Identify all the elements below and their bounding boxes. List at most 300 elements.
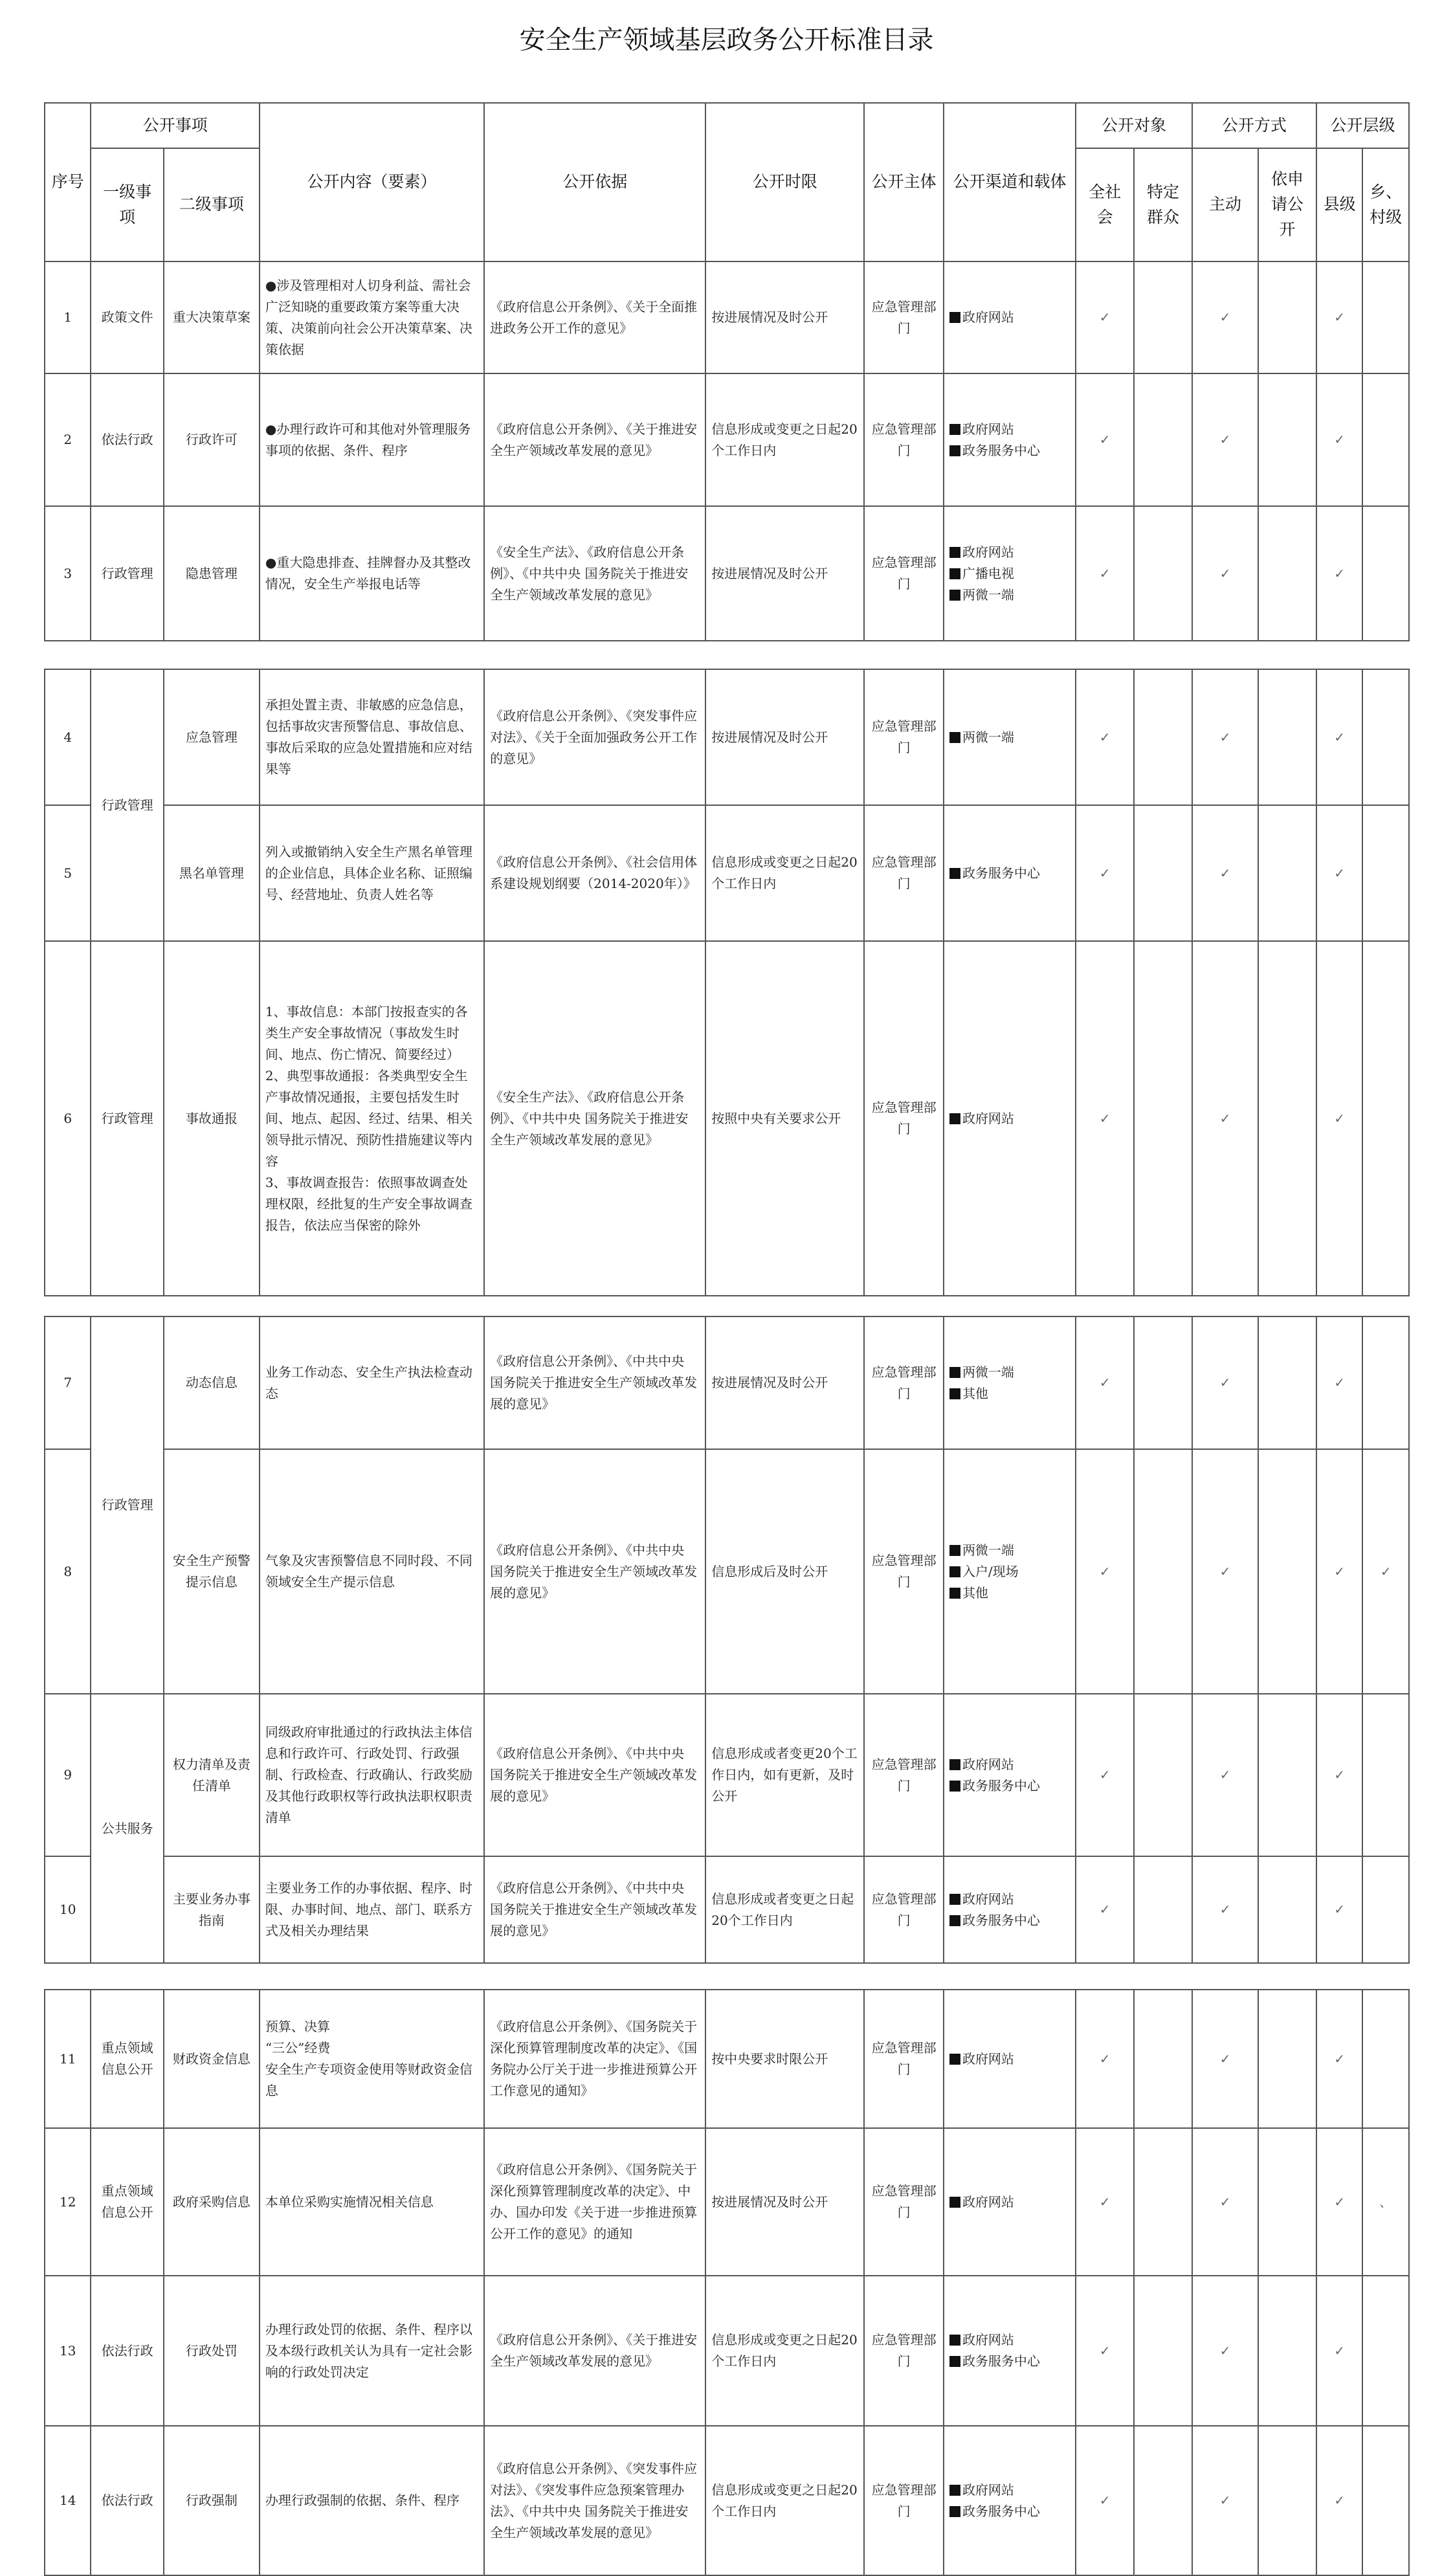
all-society-mark: ✓ (1076, 2128, 1134, 2276)
channel-cell (944, 669, 1076, 805)
on-request-mark (1258, 1316, 1316, 1449)
subject-cell: 应急管理部门 (864, 805, 944, 941)
black-square-icon (949, 312, 960, 323)
channel-label: 其他 (962, 1584, 988, 1601)
all-society-mark: ✓ (1076, 1856, 1134, 1963)
channel-item (949, 1362, 1070, 1383)
table-row (45, 1694, 1409, 1856)
table-row (45, 1449, 1409, 1694)
basis-cell: 《政府信息公开条例》、《中共中央 国务院关于推进安全生产领域改革发展的意见》 (484, 1316, 705, 1449)
township-mark (1362, 941, 1409, 1296)
basis-cell: 《政府信息公开条例》、《中共中央 国务院关于推进安全生产领域改革发展的意见》 (484, 1694, 705, 1856)
channel-item (949, 2501, 1070, 2522)
county-mark: ✓ (1316, 373, 1362, 506)
specific-group-mark (1134, 669, 1192, 805)
table-row (45, 1316, 1409, 1449)
level2-item: 财政资金信息 (164, 1990, 260, 2128)
township-mark (1362, 261, 1409, 373)
channel-label: 政府网站 (962, 1891, 1014, 1907)
channel-cell (944, 1449, 1076, 1694)
black-square-icon (949, 1545, 960, 1556)
level2-item: 重大决策草案 (164, 261, 260, 373)
all-society-mark: ✓ (1076, 1449, 1134, 1694)
level2-item: 行政强制 (164, 2426, 260, 2575)
subject-cell: 应急管理部门 (864, 2276, 944, 2426)
all-society-mark: ✓ (1076, 2276, 1134, 2426)
subject-cell: 应急管理部门 (864, 669, 944, 805)
catalog-table-3 (44, 1316, 1410, 1964)
level2-item: 应急管理 (164, 669, 260, 805)
township-mark (1362, 2426, 1409, 2575)
on-request-mark (1258, 669, 1316, 805)
basis-cell: 《政府信息公开条例》、《突发事件应对法》、《突发事件应急预案管理办法》、《中共中央 国务院关于推进安全生产领域改革发展的意见》 (484, 2426, 705, 2575)
level1-item: 公共服务 (91, 1694, 163, 1963)
catalog-table-2 (44, 669, 1410, 1296)
county-mark: ✓ (1316, 2276, 1362, 2426)
level2-item: 主要业务办事指南 (164, 1856, 260, 1963)
on-request-mark (1258, 373, 1316, 506)
row-number: 8 (45, 1449, 91, 1694)
level2-item: 权力清单及责任清单 (164, 1694, 260, 1856)
on-request-mark (1258, 261, 1316, 373)
basis-cell: 《安全生产法》、《政府信息公开条例》、《中共中央 国务院关于推进安全生产领域改革发展的意见》 (484, 941, 705, 1296)
channel-label: 政府网站 (962, 544, 1014, 560)
active-mark: ✓ (1192, 506, 1258, 641)
subject-cell: 应急管理部门 (864, 1316, 944, 1449)
table-row (45, 261, 1409, 373)
channel-item (949, 1910, 1070, 1931)
level1-item: 行政管理 (91, 941, 163, 1296)
county-mark: ✓ (1316, 669, 1362, 805)
active-mark: ✓ (1192, 1316, 1258, 1449)
specific-group-mark (1134, 1990, 1192, 2128)
level1-item: 依法行政 (91, 2276, 163, 2426)
table-row (45, 1856, 1409, 1963)
table-row (45, 669, 1409, 805)
level1-item: 行政管理 (91, 1316, 163, 1694)
time-cell: 按进展情况及时公开 (705, 261, 864, 373)
row-number: 6 (45, 941, 91, 1296)
channel-label: 其他 (962, 1385, 988, 1401)
channel-item (949, 307, 1070, 328)
channel-item (949, 1754, 1070, 1775)
specific-group-mark (1134, 1316, 1192, 1449)
black-square-icon (949, 2356, 960, 2367)
subject-cell: 应急管理部门 (864, 261, 944, 373)
header-level2: 二级事项 (164, 148, 260, 261)
row-number: 9 (45, 1694, 91, 1856)
township-mark: ✓ (1362, 1449, 1409, 1694)
basis-cell: 《政府信息公开条例》、《国务院关于深化预算管理制度改革的决定》、中办、国办印发《关于进一步推进预算公开工作的意见》的通知 (484, 2128, 705, 2276)
black-square-icon (949, 2335, 960, 2346)
row-number: 10 (45, 1856, 91, 1963)
on-request-mark (1258, 941, 1316, 1296)
channel-item (949, 863, 1070, 884)
black-square-icon (949, 1781, 960, 1792)
on-request-mark (1258, 1449, 1316, 1694)
county-mark: ✓ (1316, 1856, 1362, 1963)
level1-item: 政策文件 (91, 261, 163, 373)
county-mark: ✓ (1316, 2426, 1362, 2575)
county-mark: ✓ (1316, 506, 1362, 641)
table-row (45, 2426, 1409, 2575)
active-mark: ✓ (1192, 2276, 1258, 2426)
header-level: 公开层级 (1316, 103, 1409, 148)
table-row (45, 805, 1409, 941)
all-society-mark: ✓ (1076, 1990, 1134, 2128)
specific-group-mark (1134, 941, 1192, 1296)
channel-cell (944, 1856, 1076, 1963)
all-society-mark: ✓ (1076, 941, 1134, 1296)
active-mark: ✓ (1192, 669, 1258, 805)
channel-item (949, 2049, 1070, 2070)
time-cell: 按进展情况及时公开 (705, 669, 864, 805)
header-basis: 公开依据 (484, 103, 705, 261)
basis-cell: 《政府信息公开条例》、《社会信用体系建设规划纲要（2014-2020年）》 (484, 805, 705, 941)
black-square-icon (949, 568, 960, 579)
black-square-icon (949, 1113, 960, 1124)
header-subject: 公开主体 (864, 103, 944, 261)
time-cell: 按进展情况及时公开 (705, 1316, 864, 1449)
black-square-icon (949, 2506, 960, 2517)
level2-item: 安全生产预警提示信息 (164, 1449, 260, 1694)
township-mark (1362, 373, 1409, 506)
township-mark (1362, 1856, 1409, 1963)
content-cell: 同级政府审批通过的行政执法主体信息和行政许可、行政处罚、行政强制、行政检查、行政确认、行政奖励及其他行政职权等行政执法职权职责清单 (260, 1694, 484, 1856)
channel-item (949, 1540, 1070, 1561)
on-request-mark (1258, 506, 1316, 641)
subject-cell: 应急管理部门 (864, 2426, 944, 2575)
black-square-icon (949, 732, 960, 743)
time-cell: 按进展情况及时公开 (705, 2128, 864, 2276)
specific-group-mark (1134, 2426, 1192, 2575)
channel-item (949, 2329, 1070, 2351)
channel-item (949, 727, 1070, 748)
header-time: 公开时限 (705, 103, 864, 261)
specific-group-mark (1134, 373, 1192, 506)
channel-label: 政府网站 (962, 2332, 1014, 2348)
time-cell: 信息形成或变更之日起20个工作日内 (705, 2276, 864, 2426)
township-mark (1362, 1990, 1409, 2128)
basis-cell: 《政府信息公开条例》、《关于推进安全生产领域改革发展的意见》 (484, 373, 705, 506)
all-society-mark: ✓ (1076, 1694, 1134, 1856)
channel-item (949, 1775, 1070, 1797)
channel-cell (944, 261, 1076, 373)
content-cell: 1、事故信息：本部门按报查实的各类生产安全事故情况（事故发生时间、地点、伤亡情况、简要经过） 2、典型事故通报：各类典型安全生产事故情况通报，主要包括发生时间、地点、起因、经过、结果、相关领导批示情况、预防性措施建议等内容 3、事故调查报告：依照事故调查处理权限，经批复的生产安全事故调查报告，依法应当保密的除外 (260, 941, 484, 1296)
header-channel: 公开渠道和载体 (944, 103, 1076, 261)
subject-cell: 应急管理部门 (864, 941, 944, 1296)
specific-group-mark (1134, 1856, 1192, 1963)
row-number: 1 (45, 261, 91, 373)
all-society-mark: ✓ (1076, 261, 1134, 373)
channel-label: 政府网站 (962, 1756, 1014, 1772)
row-number: 3 (45, 506, 91, 641)
township-mark (1362, 506, 1409, 641)
time-cell: 信息形成或变更之日起20个工作日内 (705, 2426, 864, 2575)
county-mark: ✓ (1316, 1449, 1362, 1694)
channel-cell (944, 2426, 1076, 2575)
black-square-icon (949, 424, 960, 435)
active-mark: ✓ (1192, 1856, 1258, 1963)
channel-cell (944, 2276, 1076, 2426)
specific-group-mark (1134, 1449, 1192, 1694)
table-row (45, 506, 1409, 641)
channel-cell (944, 506, 1076, 641)
basis-cell: 《政府信息公开条例》、《突发事件应对法》、《关于全面加强政务公开工作的意见》 (484, 669, 705, 805)
basis-cell: 《政府信息公开条例》、《国务院关于深化预算管理制度改革的决定》、《国务院办公厅关于进一步推进预算公开工作意见的通知》 (484, 1990, 705, 2128)
township-mark (1362, 1694, 1409, 1856)
township-mark (1362, 2276, 1409, 2426)
channel-item (949, 419, 1070, 440)
time-cell: 按照中央有关要求公开 (705, 941, 864, 1296)
channel-item (949, 1582, 1070, 1604)
row-number: 7 (45, 1316, 91, 1449)
level2-item: 隐患管理 (164, 506, 260, 641)
subject-cell: 应急管理部门 (864, 373, 944, 506)
black-square-icon (949, 1367, 960, 1378)
content-cell: 办理行政处罚的依据、条件、程序以及本级行政机关认为具有一定社会影响的行政处罚决定 (260, 2276, 484, 2426)
row-number: 4 (45, 669, 91, 805)
all-society-mark: ✓ (1076, 669, 1134, 805)
level1-item: 重点领域信息公开 (91, 1990, 163, 2128)
channel-label: 政务服务中心 (962, 2353, 1040, 2369)
active-mark: ✓ (1192, 261, 1258, 373)
channel-item (949, 2351, 1070, 2372)
basis-cell: 《政府信息公开条例》、《中共中央 国务院关于推进安全生产领域改革发展的意见》 (484, 1856, 705, 1963)
level2-item: 政府采购信息 (164, 2128, 260, 2276)
table-row (45, 941, 1409, 1296)
channel-item (949, 584, 1070, 606)
black-square-icon (949, 1915, 960, 1926)
channel-label: 广播电视 (962, 565, 1014, 581)
header-method: 公开方式 (1192, 103, 1316, 148)
channel-cell (944, 2128, 1076, 2276)
black-square-icon (949, 1388, 960, 1399)
black-square-icon (949, 1588, 960, 1599)
black-square-icon (949, 1566, 960, 1577)
channel-label: 政务服务中心 (962, 442, 1040, 458)
content-cell: 办理行政强制的依据、条件、程序 (260, 2426, 484, 2575)
on-request-mark (1258, 2128, 1316, 2276)
channel-label: 政府网站 (962, 2482, 1014, 2498)
channel-item (949, 2480, 1070, 2501)
channel-cell (944, 373, 1076, 506)
table-row (45, 373, 1409, 506)
basis-cell: 《政府信息公开条例》、《中共中央 国务院关于推进安全生产领域改革发展的意见》 (484, 1449, 705, 1694)
township-mark: 、 (1362, 2128, 1409, 2276)
subject-cell: 应急管理部门 (864, 1990, 944, 2128)
content-cell: ●办理行政许可和其他对外管理服务事项的依据、条件、程序 (260, 373, 484, 506)
time-cell: 按进展情况及时公开 (705, 506, 864, 641)
channel-cell (944, 805, 1076, 941)
active-mark: ✓ (1192, 1694, 1258, 1856)
time-cell: 按中央要求时限公开 (705, 1990, 864, 2128)
on-request-mark (1258, 2426, 1316, 2575)
channel-item (949, 440, 1070, 461)
level2-item: 黑名单管理 (164, 805, 260, 941)
subject-cell: 应急管理部门 (864, 2128, 944, 2276)
header-county: 县级 (1316, 148, 1362, 261)
specific-group-mark (1134, 2276, 1192, 2426)
county-mark: ✓ (1316, 1990, 1362, 2128)
black-square-icon (949, 1894, 960, 1905)
township-mark (1362, 1316, 1409, 1449)
county-mark: ✓ (1316, 261, 1362, 373)
channel-label: 政务服务中心 (962, 1777, 1040, 1793)
time-cell: 信息形成或变更之日起20个工作日内 (705, 373, 864, 506)
all-society-mark: ✓ (1076, 2426, 1134, 2575)
content-cell: 承担处置主责、非敏感的应急信息，包括事故灾害预警信息、事故信息、事故后采取的应急处置措施和应对结果等 (260, 669, 484, 805)
channel-item (949, 1561, 1070, 1582)
on-request-mark (1258, 1694, 1316, 1856)
active-mark: ✓ (1192, 1449, 1258, 1694)
channel-label: 入户/现场 (962, 1563, 1019, 1579)
level2-item: 行政许可 (164, 373, 260, 506)
page-title: 安全生产领域基层政务公开标准目录 (519, 25, 934, 55)
all-society-mark: ✓ (1076, 1316, 1134, 1449)
level2-item: 动态信息 (164, 1316, 260, 1449)
all-society-mark: ✓ (1076, 805, 1134, 941)
content-cell: 本单位采购实施情况相关信息 (260, 2128, 484, 2276)
channel-item (949, 1889, 1070, 1910)
header-all-society: 全社会 (1076, 148, 1134, 261)
channel-cell (944, 1694, 1076, 1856)
subject-cell: 应急管理部门 (864, 1856, 944, 1963)
specific-group-mark (1134, 261, 1192, 373)
time-cell: 信息形成或变更之日起20个工作日内 (705, 805, 864, 941)
header-level1: 一级事项 (91, 148, 163, 261)
level2-item: 事故通报 (164, 941, 260, 1296)
level1-item: 重点领域信息公开 (91, 2128, 163, 2276)
time-cell: 信息形成或者变更之日起20个工作日内 (705, 1856, 864, 1963)
black-square-icon (949, 1759, 960, 1770)
header-township: 乡、村级 (1362, 148, 1409, 261)
channel-label: 政府网站 (962, 1110, 1014, 1126)
time-cell: 信息形成或者变更20个工作日内，如有更新，及时公开 (705, 1694, 864, 1856)
channel-cell (944, 941, 1076, 1296)
channel-item (949, 1383, 1070, 1405)
specific-group-mark (1134, 506, 1192, 641)
black-square-icon (949, 2197, 960, 2208)
header-active: 主动 (1192, 148, 1258, 261)
specific-group-mark (1134, 805, 1192, 941)
township-mark (1362, 805, 1409, 941)
channel-cell (944, 1316, 1076, 1449)
county-mark: ✓ (1316, 805, 1362, 941)
specific-group-mark (1134, 2128, 1192, 2276)
channel-label: 两微一端 (962, 586, 1014, 603)
channel-item (949, 542, 1070, 563)
content-cell: 预算、决算 “三公”经费 安全生产专项资金使用等财政资金信息 (260, 1990, 484, 2128)
black-square-icon (949, 868, 960, 879)
content-cell: ●涉及管理相对人切身利益、需社会广泛知晓的重要政策方案等重大决策、决策前向社会公开决策草案、决策依据 (260, 261, 484, 373)
level1-item: 依法行政 (91, 373, 163, 506)
channel-label: 政府网站 (962, 2050, 1014, 2067)
table-row (45, 2128, 1409, 2276)
channel-label: 政府网站 (962, 2193, 1014, 2210)
catalog-table-1 (44, 102, 1410, 641)
row-number: 14 (45, 2426, 91, 2575)
subject-cell: 应急管理部门 (864, 1694, 944, 1856)
subject-cell: 应急管理部门 (864, 1449, 944, 1694)
header-on-request: 依申请公开 (1258, 148, 1316, 261)
channel-item (949, 563, 1070, 584)
specific-group-mark (1134, 1694, 1192, 1856)
all-society-mark: ✓ (1076, 373, 1134, 506)
black-square-icon (949, 547, 960, 558)
active-mark: ✓ (1192, 805, 1258, 941)
black-square-icon (949, 2485, 960, 2496)
township-mark (1362, 669, 1409, 805)
black-square-icon (949, 2054, 960, 2065)
row-number: 2 (45, 373, 91, 506)
row-number: 5 (45, 805, 91, 941)
time-cell: 信息形成后及时公开 (705, 1449, 864, 1694)
county-mark: ✓ (1316, 941, 1362, 1296)
channel-label: 政府网站 (962, 309, 1014, 325)
level2-item: 行政处罚 (164, 2276, 260, 2426)
channel-label: 两微一端 (962, 1364, 1014, 1380)
on-request-mark (1258, 1856, 1316, 1963)
all-society-mark: ✓ (1076, 506, 1134, 641)
on-request-mark (1258, 805, 1316, 941)
content-cell: 气象及灾害预警信息不同时段、不同领域安全生产提示信息 (260, 1449, 484, 1694)
header-content: 公开内容（要素） (260, 103, 484, 261)
content-cell: 列入或撤销纳入安全生产黑名单管理的企业信息，具体企业名称、证照编号、经营地址、负责人姓名等 (260, 805, 484, 941)
channel-label: 政务服务中心 (962, 1912, 1040, 1928)
black-square-icon (949, 445, 960, 456)
channel-label: 政府网站 (962, 421, 1014, 437)
channel-cell (944, 1990, 1076, 2128)
channel-label: 政务服务中心 (962, 2503, 1040, 2519)
county-mark: ✓ (1316, 1694, 1362, 1856)
header-seq: 序号 (45, 103, 91, 261)
row-number: 11 (45, 1990, 91, 2128)
row-number: 12 (45, 2128, 91, 2276)
content-cell: 业务工作动态、安全生产执法检查动态 (260, 1316, 484, 1449)
channel-item (949, 2192, 1070, 2213)
active-mark: ✓ (1192, 373, 1258, 506)
catalog-table-4 (44, 1989, 1410, 2576)
active-mark: ✓ (1192, 1990, 1258, 2128)
on-request-mark (1258, 1990, 1316, 2128)
channel-label: 两微一端 (962, 729, 1014, 745)
content-cell: 主要业务工作的办事依据、程序、时限、办事时间、地点、部门、联系方式及相关办理结果 (260, 1856, 484, 1963)
county-mark: ✓ (1316, 1316, 1362, 1449)
active-mark: ✓ (1192, 2128, 1258, 2276)
channel-label: 两微一端 (962, 1542, 1014, 1558)
header-items: 公开事项 (91, 103, 259, 148)
basis-cell: 《政府信息公开条例》、《关于全面推进政务公开工作的意见》 (484, 261, 705, 373)
level1-item: 行政管理 (91, 506, 163, 641)
header-row-top (45, 103, 1409, 148)
active-mark: ✓ (1192, 941, 1258, 1296)
content-cell: ●重大隐患排查、挂牌督办及其整改情况，安全生产举报电话等 (260, 506, 484, 641)
active-mark: ✓ (1192, 2426, 1258, 2575)
channel-label: 政务服务中心 (962, 865, 1040, 881)
header-target: 公开对象 (1076, 103, 1192, 148)
table-row (45, 2276, 1409, 2426)
on-request-mark (1258, 2276, 1316, 2426)
level1-item: 依法行政 (91, 2426, 163, 2575)
basis-cell: 《安全生产法》、《政府信息公开条例》、《中共中央 国务院关于推进安全生产领域改革发展的意见》 (484, 506, 705, 641)
table-row (45, 1990, 1409, 2128)
channel-item (949, 1108, 1070, 1129)
subject-cell: 应急管理部门 (864, 506, 944, 641)
header-specific-group: 特定群众 (1134, 148, 1192, 261)
black-square-icon (949, 590, 960, 601)
row-number: 13 (45, 2276, 91, 2426)
